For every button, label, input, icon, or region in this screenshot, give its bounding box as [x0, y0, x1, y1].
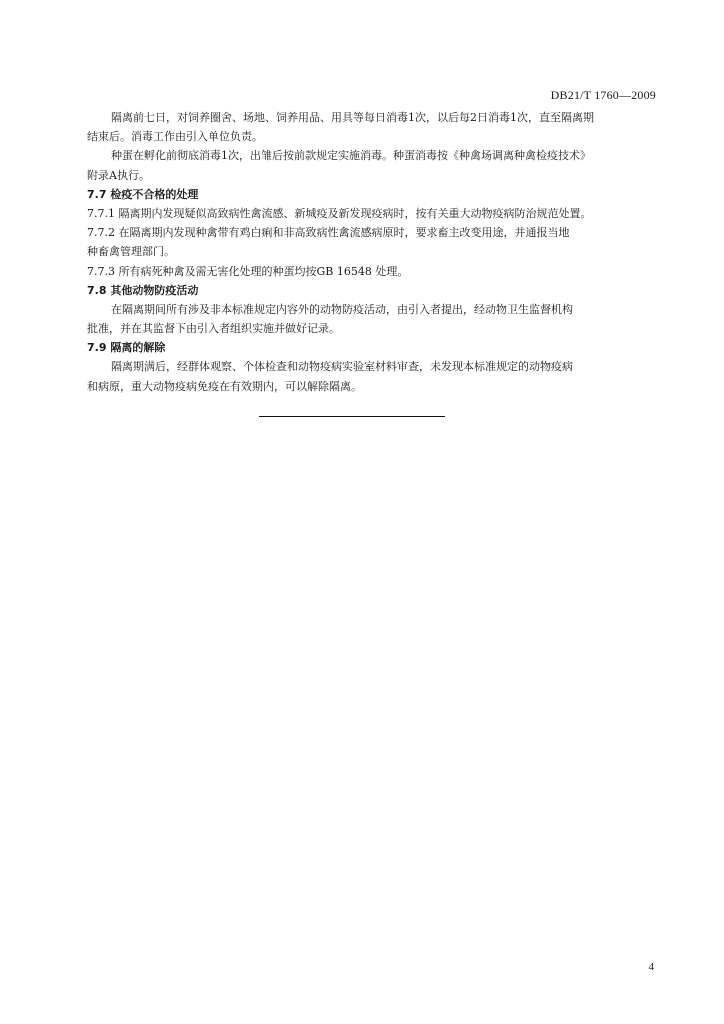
paragraph-line: 在隔离期间所有涉及非本标准规定内容外的动物防疫活动，由引入者提出，经动物卫生监督机构 — [111, 302, 573, 316]
paragraph-line: 种蛋在孵化前彻底消毒1次，出雏后按前款规定实施消毒。种蛋消毒按《种禽场调离种禽检疫技术》 — [111, 149, 591, 163]
paragraph-line: 种畜禽管理部门。 — [87, 245, 175, 259]
clause-7-7-1: 7.7.1 隔离期内发现疑似高致病性禽流感、新城疫及新发现疫病时，按有关重大动物疫病防治规范处置。 — [87, 206, 592, 220]
paragraph-line: 隔离期满后，经群体观察、个体检查和动物疫病实验室材料审查，未发现本标准规定的动物疫病 — [111, 360, 573, 374]
page-number: 4 — [648, 961, 654, 973]
section-heading-7-9: 7.9 隔离的解除 — [87, 341, 166, 355]
paragraph-line: 批准，并在其监督下由引入者组织实施并做好记录。 — [87, 322, 340, 336]
standard-code: DB21/T 1760—2009 — [550, 88, 656, 102]
end-divider — [259, 416, 445, 417]
paragraph-line: 隔离前七日，对饲养圈舍、场地、饲养用品、用具等每日消毒1次，以后每2日消毒1次，直至隔离期 — [111, 111, 594, 124]
paragraph-line: 结束后。消毒工作由引入单位负责。 — [87, 130, 263, 144]
clause-7-7-3: 7.7.3 所有病死种禽及需无害化处理的种蛋均按GB 16548 处理。 — [87, 264, 409, 278]
paragraph-line: 附录A执行。 — [87, 168, 150, 182]
document-body — [87, 108, 665, 396]
clause-7-7-2: 7.7.2 在隔离期内发现种禽带有鸡白痢和非高致病性禽流感病原时，要求畜主改变用途，并通报当地 — [87, 226, 570, 240]
section-heading-7-7: 7.7 检疫不合格的处理 — [87, 187, 199, 201]
section-heading-7-8: 7.8 其他动物防疫活动 — [87, 283, 199, 297]
paragraph-line: 和病原，重大动物疫病免疫在有效期内，可以解除隔离。 — [87, 379, 362, 393]
